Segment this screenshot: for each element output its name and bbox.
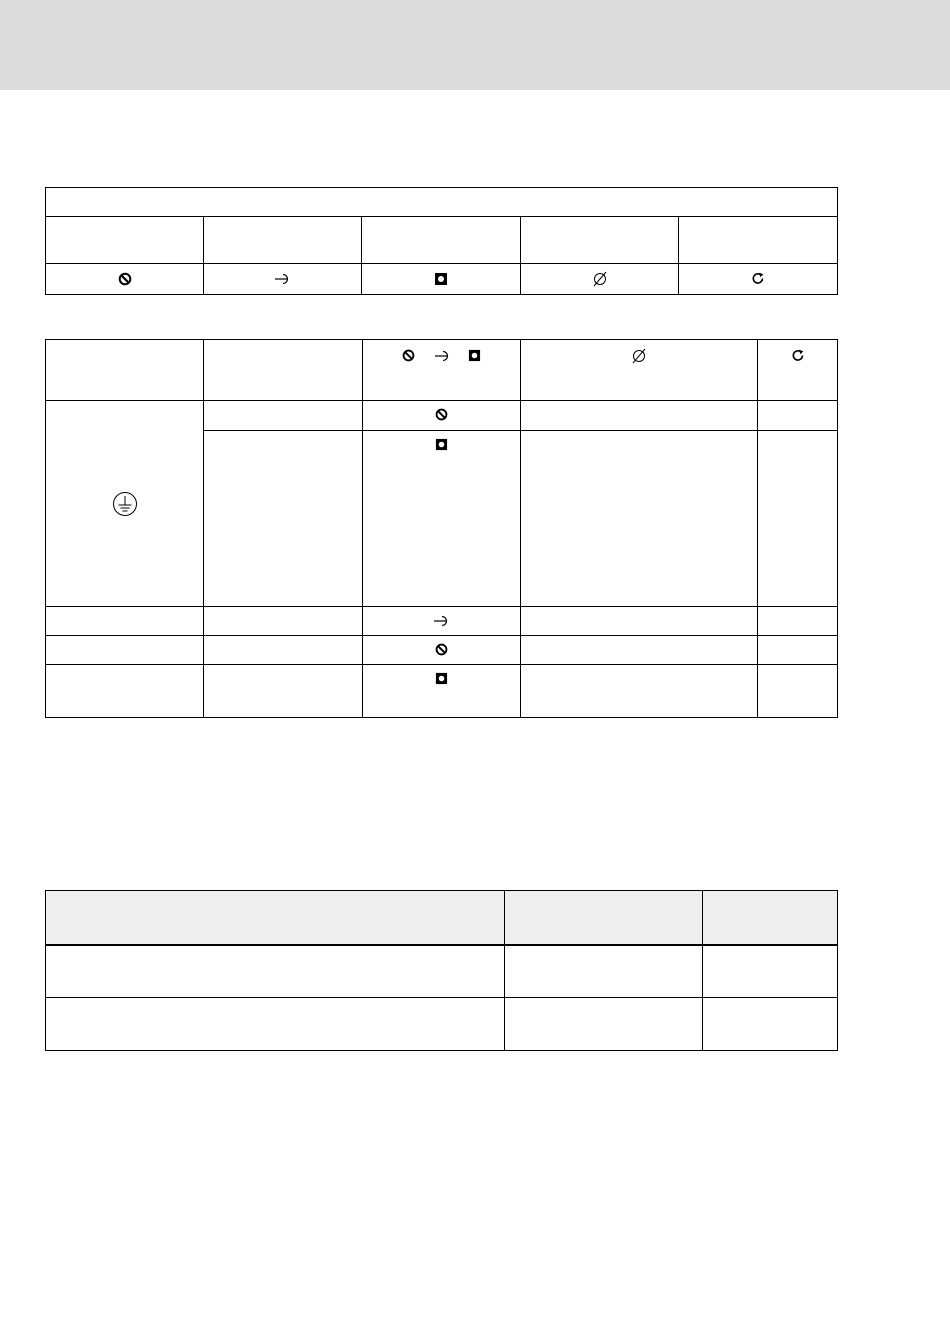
square-terminal-icon <box>435 672 448 685</box>
spec-row2-col2 <box>505 998 703 1051</box>
legend-symbol-cell-4 <box>521 264 679 295</box>
plug-in-arrow-icon <box>274 273 292 285</box>
ground-header-3 <box>363 340 521 401</box>
plug-in-arrow-icon <box>433 615 451 627</box>
prohibition-icon <box>118 272 132 286</box>
legend-header-5 <box>679 217 838 264</box>
ground-row2-col5 <box>758 431 838 607</box>
header-band <box>0 0 950 90</box>
ground-row3-symbol <box>363 607 521 636</box>
spec-header-1 <box>46 891 505 945</box>
ground-row1-symbol <box>363 401 521 431</box>
spec-row1-col1 <box>46 945 505 998</box>
prohibition-icon <box>402 349 415 362</box>
spec-row1-col2 <box>505 945 703 998</box>
legend-symbol-cell-1 <box>46 264 204 295</box>
ground-row4-symbol <box>363 636 521 665</box>
plug-in-arrow-icon <box>434 350 452 362</box>
ground-row3-col4 <box>521 607 758 636</box>
legend-header-4 <box>521 217 679 264</box>
ground-row2-symbol <box>363 431 521 607</box>
ground-header-2 <box>204 340 363 401</box>
ground-row2-col4 <box>521 431 758 607</box>
legend-caption <box>46 188 838 217</box>
ground-row3-col1 <box>46 607 204 636</box>
square-terminal-icon <box>434 272 448 286</box>
ground-row1-col2 <box>204 401 363 431</box>
ground-connection-table <box>45 339 838 718</box>
protective-earth-icon <box>112 491 138 517</box>
ground-row5-symbol <box>363 665 521 718</box>
spec-header-3 <box>703 891 838 945</box>
ground-row1-col4 <box>521 401 758 431</box>
legend-header-3 <box>362 217 521 264</box>
legend-header-1 <box>46 217 204 264</box>
ground-row4-col5 <box>758 636 838 665</box>
rotation-icon <box>791 349 805 363</box>
spec-row2-col3 <box>703 998 838 1051</box>
symbol-legend-table <box>45 187 838 295</box>
spec-table <box>45 890 838 1051</box>
protective-earth-cell <box>46 401 204 607</box>
square-terminal-icon <box>468 349 481 362</box>
ground-header-1 <box>46 340 204 401</box>
legend-header-2 <box>204 217 362 264</box>
rotation-icon <box>751 272 765 286</box>
ground-row5-col4 <box>521 665 758 718</box>
diameter-icon <box>592 271 608 287</box>
ground-row2-col2 <box>204 431 363 607</box>
spec-row2-col1 <box>46 998 505 1051</box>
ground-header-4 <box>521 340 758 401</box>
ground-row3-col5 <box>758 607 838 636</box>
legend-symbol-cell-5 <box>679 264 838 295</box>
spec-row1-col3 <box>703 945 838 998</box>
ground-row1-col5 <box>758 401 838 431</box>
legend-symbol-cell-2 <box>204 264 362 295</box>
ground-row4-col1 <box>46 636 204 665</box>
ground-row3-col2 <box>204 607 363 636</box>
spec-header-2 <box>505 891 703 945</box>
ground-row5-col2 <box>204 665 363 718</box>
square-terminal-icon <box>435 438 448 451</box>
ground-row4-col4 <box>521 636 758 665</box>
legend-symbol-cell-3 <box>362 264 521 295</box>
prohibition-icon <box>435 408 448 421</box>
prohibition-icon <box>435 643 448 656</box>
ground-row5-col5 <box>758 665 838 718</box>
ground-row5-col1 <box>46 665 204 718</box>
ground-header-5 <box>758 340 838 401</box>
diameter-icon <box>631 348 647 364</box>
ground-row4-col2 <box>204 636 363 665</box>
